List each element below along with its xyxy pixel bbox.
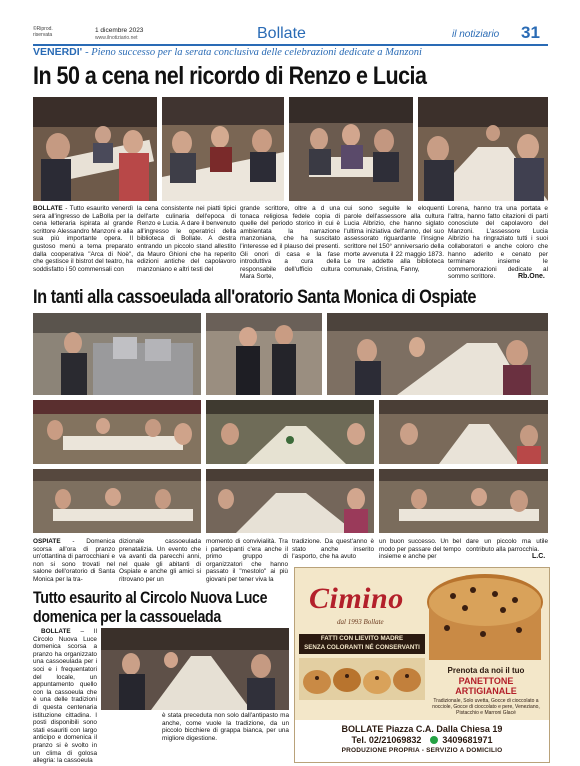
article1-title: In 50 a cena nel ricordo di Renzo e Lucia bbox=[33, 62, 427, 90]
article2-col5 bbox=[379, 538, 461, 568]
issue-date: 1 dicembre 2023 bbox=[95, 27, 144, 34]
article3-title-line2: domenica per la cassouelada bbox=[33, 608, 221, 626]
kicker-text: - Pieno successo per la serata conclusiva delle celebrazioni dedicate a Manzoni bbox=[85, 47, 422, 58]
article1-signature: Rb.One. bbox=[518, 273, 545, 280]
ad-address: BOLLATE Piazza C.A. Dalla Chiesa 19 bbox=[341, 724, 503, 734]
article2-col2-text: dizionale cassoeulada prenatalizia. Un evento che va avanti da parecchi anni, nel quale gli abitanti di Ospiate e anche gli amici si ritrovano per un bbox=[119, 538, 201, 583]
article1-col1-text: - Tutto esaurito venerdì sera all'ingresso de LaBolla per la cena letteraria ispirata al grande scrittore Alessandro Manzoni e alla sua più importante opera. Il gustoso menù a tema preparato dalla cooperativa "Arca di Noè", che gestisce il bistrot del teatro, ha soddisfatto i 50 commensali con bbox=[33, 205, 134, 273]
ad-order-line1: Prenota da noi il tuo bbox=[447, 666, 525, 675]
article1-col2-text: la cena consistente nei piatti tipici dell'arte culinaria dell'epoca di Renzo e Lucia. A dare il benvenuto all'ingresso le operatrici della biblioteca di Bollate. A destra entrando un piccolo stand allestito da Mauro Ghioni che ha reperito edizioni antiche del capolavoro manzoniano e altri testi del bbox=[137, 205, 236, 273]
cimino-ad bbox=[294, 567, 550, 763]
article1-col2 bbox=[137, 205, 236, 281]
kicker bbox=[33, 46, 422, 58]
paper-name: il notiziario bbox=[452, 29, 500, 40]
photo-oratorio-tables-4 bbox=[379, 400, 548, 464]
photo-oratorio-cooks bbox=[206, 313, 322, 395]
copyright-note bbox=[33, 27, 53, 38]
article2-lead: OSPIATE bbox=[33, 538, 61, 545]
ad-slogan-line1: FATTI CON LIEVITO MADRE bbox=[320, 635, 404, 642]
ad-slogan-box bbox=[299, 634, 425, 654]
photo-oratorio-tables-6 bbox=[206, 469, 374, 533]
photo-oratorio-kitchen bbox=[33, 313, 201, 395]
article2-col3-text: momento di convivialità. Tra i partecipanti c'era anche il primo gruppo di organizzatori che hanno passato il "mestolo" ai più giovani per tener viva la bbox=[206, 538, 288, 583]
article3-col2 bbox=[162, 712, 289, 758]
section-name: Bollate bbox=[257, 25, 306, 42]
article3-title-line1: Tutto esaurito al Circolo Nuova Luce bbox=[33, 589, 268, 607]
ad-phone: Tel. 02/21069832 bbox=[351, 735, 422, 745]
pastry-tray-image bbox=[299, 658, 425, 700]
article2-col4 bbox=[292, 538, 374, 568]
panettone-image bbox=[423, 572, 547, 664]
article2-title: In tanti alla cassoeulada all'oratorio Santa Monica di Ospiate bbox=[33, 287, 477, 308]
photo-circolo-lunch bbox=[101, 628, 289, 710]
article3-col1-top bbox=[33, 628, 98, 765]
article1-col1 bbox=[33, 205, 133, 281]
article1-col4 bbox=[344, 205, 444, 281]
article1-col3-text: grande scrittore, oltre a d una tonaca religiosa fedele copia di quelle del periodo storico in cui è ambientata la narrazione manzoniana, che ha suscitato l'interesse ed il plauso dei presenti. Gli onori di casa e la fase introduttiva a cura della responsabile dell'ufficio cultura Mara Sorte, bbox=[240, 205, 340, 281]
ad-whatsapp: 3409681971 bbox=[442, 735, 493, 745]
ad-address-bar bbox=[295, 720, 549, 762]
photo-oratorio-tables-3 bbox=[206, 400, 374, 464]
article1-col4-text: cui sono seguite le eloquenti parole dell'assessore alla cultura Lucia Albrizio, che hanno siglato l'ultima iniziativa dell'anno, del suo assessorato riguardante l'insigne scrittore nel 150° anniversario della morte avvenuta il 22 maggio 1873. Le tre addette alla biblioteca comunale, Cristina, Fanny, bbox=[344, 205, 444, 273]
ad-brand: Cimino bbox=[309, 582, 404, 615]
page-number: 31 bbox=[521, 23, 540, 42]
website: www.ilnotiziario.net bbox=[95, 35, 138, 41]
article2-col1-text: - Domenica scorsa all'ora di pranzo un'ottantina di parrocchiani e non si sono trovati nel salone dell'oratorio di Santa Monica per la tra- bbox=[33, 538, 115, 583]
article1-lead: BOLLATE bbox=[33, 205, 63, 212]
ad-footer: PRODUZIONE PROPRIA - SERVIZIO A DOMICILIO bbox=[341, 747, 503, 754]
article2-signature: L.C. bbox=[532, 553, 546, 560]
ad-flavors: Tradizionale, Solo uvetta, Gocce di cioccolato a nocciole, Gocce di cioccolato e pere, Veneziano, Pistacchio e Marroni Glacé bbox=[432, 698, 540, 716]
article3-lead: BOLLATE bbox=[41, 628, 71, 635]
ad-order-panel bbox=[427, 666, 545, 716]
article1-col5-text: Lorena, hanno tra una portata e l'altra, hanno fatto citazioni di parti conosciute del capolavoro del Manzoni. L'assessore Lucia Albrizio ha ringraziato tutti i suoi collaboratori e anche coloro che hanno aderito e cenato per terminare insieme le commemorazioni dedicate al sommo scrittore. bbox=[448, 205, 548, 281]
article2-col5-text: un buon successo. Un bel modo per passare del tempo insieme e anche per bbox=[379, 538, 461, 561]
photo-dinner-2 bbox=[162, 97, 284, 201]
ad-contacts bbox=[295, 735, 549, 745]
article2-col3 bbox=[206, 538, 288, 584]
article3-col1-text: – Il Circolo Nuova Luce domenica scorsa a pranzo ha organizzato una cassoeulada per i soci e i frequentatori del locale, un appuntamento quello con la cassoeula che è una delle tradizioni di questa centenaria istituzione cittadina. I posti disponibili sono stati esauriti con largo anticipo e domenica il pranzo si è svolto in un clima di golosa allegria: la cassoeula bbox=[33, 628, 98, 765]
article2-col4-text: tradizione. Da quest'anno è stato anche inserito l'asporto, che ha avuto bbox=[292, 538, 374, 561]
ad-order-line2: PANETTONE ARTIGIANALE bbox=[455, 676, 517, 696]
ad-slogan-line2: SENZA COLORANTI NÉ CONSERVANTI bbox=[304, 644, 420, 651]
photo-oratorio-tables-1 bbox=[327, 313, 548, 395]
article1-col3 bbox=[240, 205, 340, 281]
photo-dinner-3 bbox=[289, 97, 413, 201]
ad-since: dal 1993 Bollate bbox=[337, 618, 384, 626]
photo-dinner-4 bbox=[418, 97, 548, 201]
photo-dinner-1 bbox=[33, 97, 157, 201]
whatsapp-icon bbox=[430, 736, 438, 744]
kicker-day: VENERDI' bbox=[33, 46, 83, 58]
article2-col1 bbox=[33, 538, 115, 584]
page-header bbox=[0, 0, 580, 44]
copyright-line1: ©Riprod. bbox=[33, 26, 53, 32]
photo-oratorio-tables-5 bbox=[33, 469, 201, 533]
copyright-line2: riservata bbox=[33, 31, 53, 38]
article3-col2-text: è stata preceduta non solo dall'antipasto ma anche, come vuole la tradizione, da un piccolo bicchiere di grappa bianca, per una migliore digestione. bbox=[162, 712, 289, 742]
article2-col2 bbox=[119, 538, 201, 584]
photo-oratorio-tables-7 bbox=[379, 469, 548, 533]
article2-col6-text: dare un piccolo ma utile contributo alla parrocchia. bbox=[466, 538, 548, 553]
photo-oratorio-tables-2 bbox=[33, 400, 201, 464]
